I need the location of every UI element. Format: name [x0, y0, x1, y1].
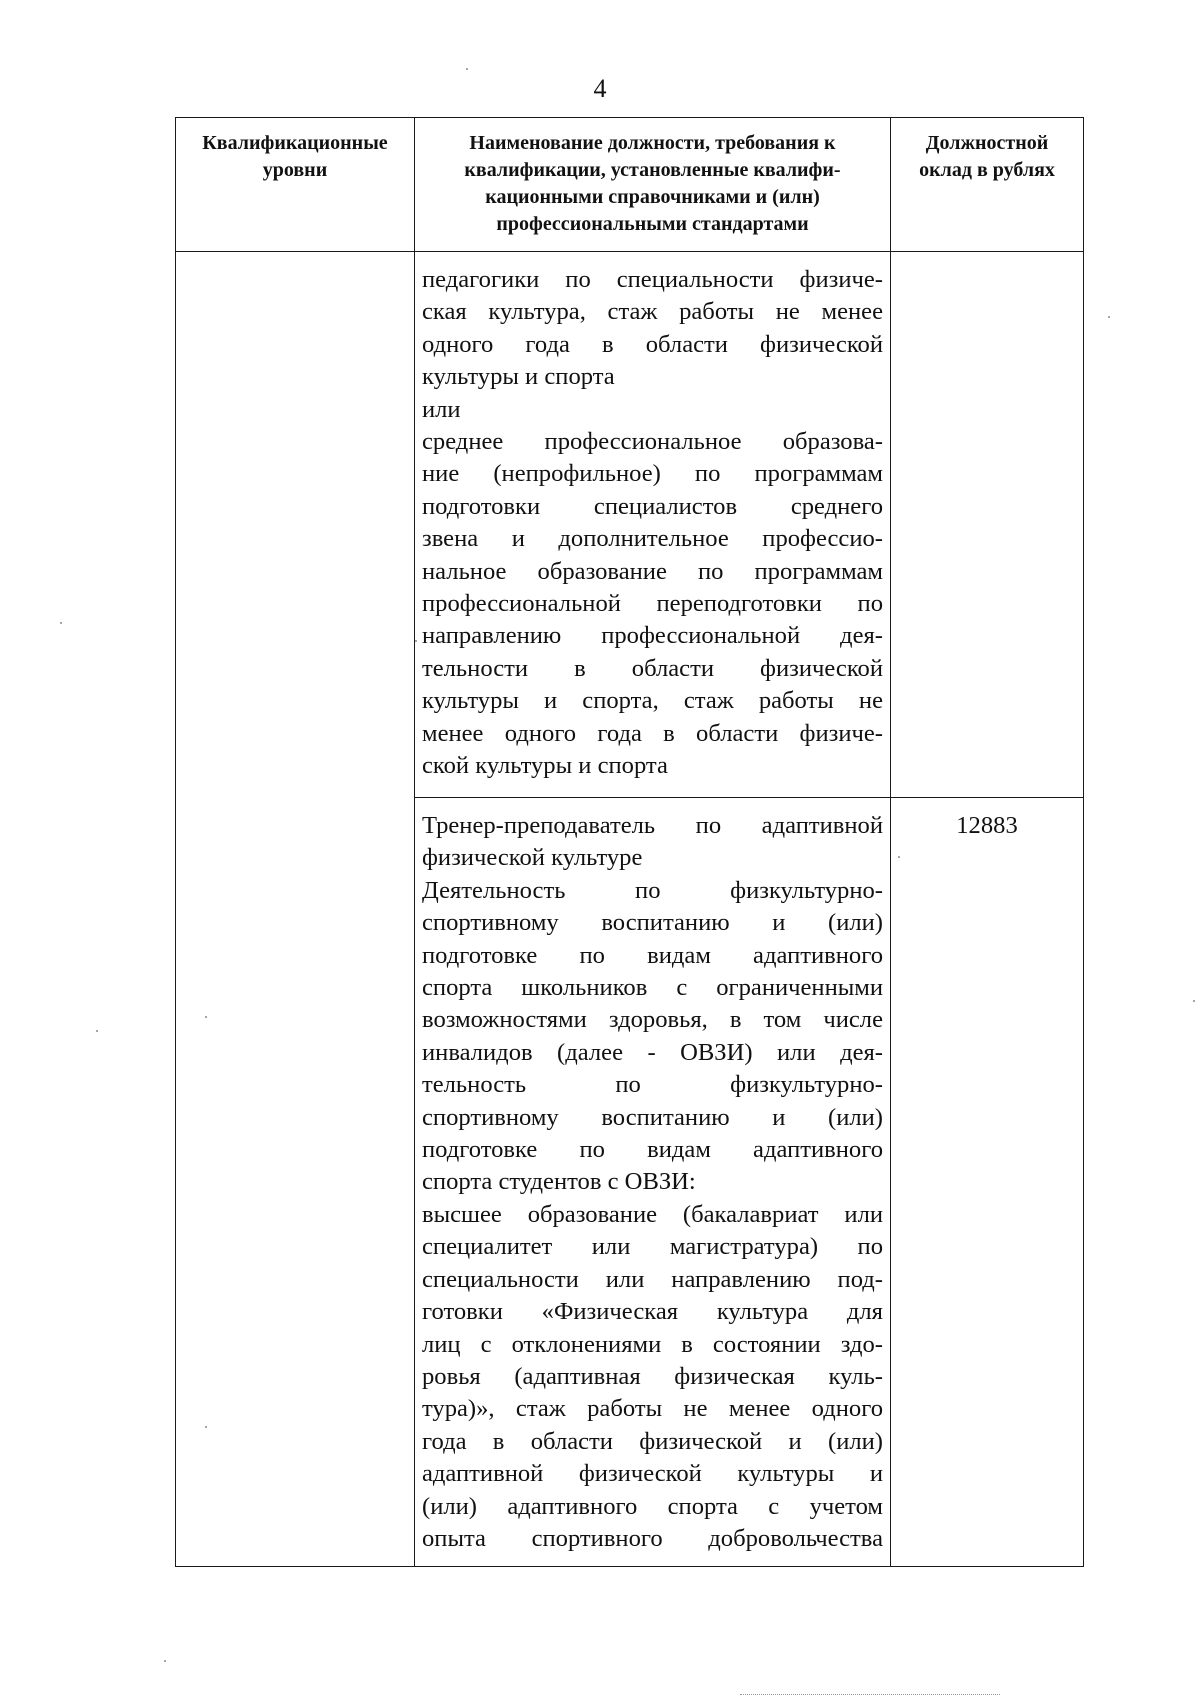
text-line: спорта студентов с ОВЗИ: — [422, 1168, 696, 1196]
text-line: готовки «Физическая культура для — [422, 1298, 883, 1326]
text-line: культуры и спорта — [422, 363, 615, 391]
text-line: ской культуры и спорта — [422, 752, 668, 780]
salary-cell — [891, 252, 1084, 798]
text-line: звена и дополнительное профессио- — [422, 525, 883, 553]
text-line: опыта спортивного добровольчества — [422, 1524, 883, 1552]
text-line: спортивному воспитанию и (или) — [422, 1103, 883, 1131]
text-line: или — [422, 395, 461, 423]
text-line: тельности в области физической — [422, 654, 883, 682]
text-line: тура)», стаж работы не менее одного — [422, 1395, 883, 1423]
text-line: года в области физической и (или) — [422, 1427, 883, 1455]
salary-value: 12883 — [956, 812, 1018, 839]
text-line: профессиональной переподготовки по — [422, 590, 883, 618]
text-line: спортивному воспитанию и (или) — [422, 909, 883, 937]
requirements-text — [415, 798, 890, 1561]
header-position-requirements — [415, 118, 891, 252]
scan-speck — [1108, 316, 1110, 318]
scan-speck — [96, 1030, 98, 1032]
text-line: высшее образование (бакалавриат или — [422, 1200, 883, 1228]
text-line: педагогики по специальности физиче- — [422, 266, 883, 293]
scan-speck — [415, 640, 417, 642]
text-line: Тренер-преподаватель по адаптивной — [422, 812, 883, 839]
table-row — [176, 252, 1084, 798]
text-line: лиц с отклонениями в состоянии здо- — [422, 1330, 883, 1358]
header-line: квалификации, установленные квалифи- — [464, 159, 841, 181]
position-requirements-cell — [415, 798, 891, 1567]
salary-cell — [891, 798, 1084, 1567]
header-line: профессиональными стандартами — [496, 213, 809, 235]
header-qualification-levels — [176, 118, 415, 252]
text-line: (или) адаптивного спорта с учетом — [422, 1492, 883, 1520]
text-line: одного года в области физической — [422, 330, 883, 358]
header-line: Квалификационные — [202, 132, 388, 154]
header-line: Должностной — [925, 132, 1049, 154]
scan-artifact-line — [740, 1694, 1000, 1696]
text-line: специалитет или магистратура) по — [422, 1233, 883, 1261]
page-number: 4 — [593, 74, 607, 103]
text-line: физической культуре — [422, 844, 643, 872]
scan-speck — [205, 1426, 207, 1428]
header-salary — [891, 118, 1084, 252]
requirements-text — [415, 252, 890, 789]
header-line: оклад в рублях — [919, 159, 1055, 181]
scan-speck — [60, 622, 62, 624]
text-line: культуры и спорта, стаж работы не — [422, 687, 883, 715]
scan-speck — [164, 1660, 166, 1662]
text-line: ровья (адаптивная физическая куль- — [422, 1362, 883, 1390]
text-line: Деятельность по физкультурно- — [422, 876, 883, 904]
text-line: направлению профессиональной дея- — [422, 622, 883, 650]
text-line: возможностями здоровья, в том числе — [422, 1006, 883, 1034]
text-line: подготовки специалистов среднего — [422, 492, 883, 520]
text-line: инвалидов (далее - ОВЗИ) или дея- — [422, 1038, 883, 1066]
text-line: подготовке по видам адаптивного — [422, 1136, 883, 1164]
scan-speck — [205, 1016, 207, 1018]
text-line: адаптивной физической культуры и — [422, 1460, 883, 1488]
text-line: нальное образование по программам — [422, 557, 883, 585]
text-line: ние (непрофильное) по программам — [422, 460, 883, 488]
text-line: подготовке по видам адаптивного — [422, 941, 883, 969]
scan-speck — [1193, 1000, 1195, 1002]
text-line: специальности или направлению под- — [422, 1265, 883, 1293]
header-line: уровни — [262, 159, 328, 181]
scan-speck — [898, 856, 900, 858]
text-line: спорта школьников с ограниченными — [422, 974, 883, 1002]
header-line: кационными справочниками и (илн) — [485, 186, 820, 208]
table-header-row — [176, 118, 1084, 252]
text-line: тельность по физкультурно- — [422, 1071, 883, 1099]
qualification-level-cell — [176, 252, 415, 1567]
text-line: менее одного года в области физиче- — [422, 719, 883, 747]
text-line: среднее профессиональное образова- — [422, 428, 883, 456]
salary-value — [891, 252, 1083, 264]
header-line: Наименование должности, требования к — [469, 132, 836, 154]
scan-speck — [466, 68, 468, 70]
text-line: ская культура, стаж работы не менее — [422, 298, 883, 326]
qualification-table — [175, 117, 1084, 1567]
position-requirements-cell — [415, 252, 891, 798]
